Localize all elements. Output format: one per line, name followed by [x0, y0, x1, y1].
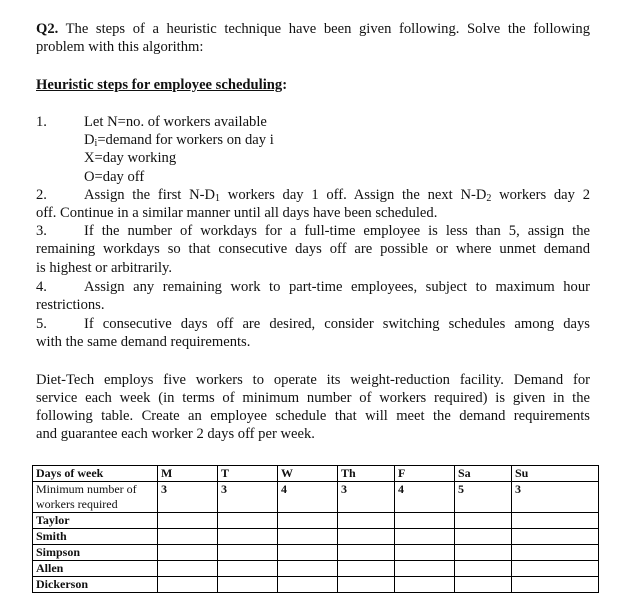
step1-line-4: O=day off: [84, 169, 145, 185]
step4-line-2: restrictions.: [36, 297, 105, 313]
step1-d-letter: D: [84, 132, 95, 148]
step4-number: 4.: [36, 279, 47, 295]
worker-smith: Smith: [33, 529, 158, 545]
demand-m: 3: [158, 482, 218, 513]
step2-l1c: workers day 2: [491, 187, 590, 203]
header-day-t: T: [218, 466, 278, 482]
step5-number: 5.: [36, 316, 47, 332]
problem-line-2: service each week (in terms of minimum number of workers required) is given in the: [36, 390, 590, 406]
step2-sub-1: 1: [215, 193, 221, 204]
step1-line-2: [84, 131, 274, 149]
heading-text: Heuristic steps for employee scheduling: [36, 77, 283, 93]
demand-su: 3: [512, 482, 599, 513]
step1-line-1: Let N=no. of workers available: [84, 114, 267, 130]
step3-line-1: If the number of workdays for a full-time employee is less than 5, assign the: [84, 223, 590, 239]
step1-number: 1.: [36, 114, 47, 130]
demand-w: 4: [278, 482, 338, 513]
step1-line-3: X=day working: [84, 150, 177, 166]
demand-t: 3: [218, 482, 278, 513]
intro-line-2: problem with this algorithm:: [36, 39, 204, 55]
demand-th: 3: [338, 482, 395, 513]
worker-taylor: Taylor: [33, 513, 158, 529]
header-day-f: F: [395, 466, 455, 482]
table-row: [33, 513, 599, 529]
step1-d-text: =demand for workers on day i: [97, 132, 274, 148]
question-label: Q2.: [36, 21, 59, 37]
step2-l1b: workers day 1 off. Assign the next N-D: [220, 187, 487, 203]
problem-line-1: Diet-Tech employs five workers to operate its weight-reduction facility. Demand for: [36, 372, 590, 388]
header-day-m: M: [158, 466, 218, 482]
step3-number: 3.: [36, 223, 47, 239]
heading-colon: :: [282, 77, 288, 93]
step2-line-1: [84, 186, 590, 204]
step2-sub-2: 2: [486, 193, 492, 204]
step5-line-1: If consecutive days off are desired, consider switching schedules among days: [84, 316, 590, 332]
table-row: [33, 545, 599, 561]
problem-line-4: and guarantee each worker 2 days off per week.: [36, 426, 315, 442]
step2-line-2: off. Continue in a similar manner until all days have been scheduled.: [36, 205, 438, 221]
heading: [36, 76, 287, 94]
header-day-su: Su: [512, 466, 599, 482]
table-demand-row: [33, 482, 599, 513]
demand-f: 4: [395, 482, 455, 513]
header-day-sa: Sa: [455, 466, 512, 482]
demand-label: [33, 482, 158, 513]
step5-line-2: with the same demand requirements.: [36, 334, 251, 350]
header-day-th: Th: [338, 466, 395, 482]
cropped-previous-line: [0, 0, 629, 4]
worker-simpson: Simpson: [33, 545, 158, 561]
step3-line-3: is highest or arbitrarily.: [36, 260, 173, 276]
table-row: [33, 529, 599, 545]
problem-line-3: following table. Create an employee schedule that will meet the demand requirements: [36, 408, 590, 424]
worker-dickerson: Dickerson: [33, 577, 158, 593]
header-day-w: W: [278, 466, 338, 482]
intro-line-1: [36, 20, 590, 38]
step1-d-sub: i: [94, 138, 98, 149]
table-row: [33, 577, 599, 593]
step2-number: 2.: [36, 187, 47, 203]
demand-table: [32, 465, 599, 593]
step3-line-2: remaining workdays so that consecutive days off are possible or where unmet demand: [36, 241, 590, 257]
demand-sa: 5: [455, 482, 512, 513]
table-header-row: [33, 466, 599, 482]
worker-allen: Allen: [33, 561, 158, 577]
demand-label-2: workers required: [36, 497, 118, 511]
demand-label-1: Minimum number of: [36, 482, 137, 496]
header-days-of-week: Days of week: [33, 466, 158, 482]
table-row: [33, 561, 599, 577]
step4-line-1: Assign any remaining work to part-time employees, subject to maximum hour: [84, 279, 590, 295]
intro-text-1: The steps of a heuristic technique have been given following. Solve the following: [65, 21, 591, 37]
step2-l1a: Assign the first N-D: [84, 187, 216, 203]
